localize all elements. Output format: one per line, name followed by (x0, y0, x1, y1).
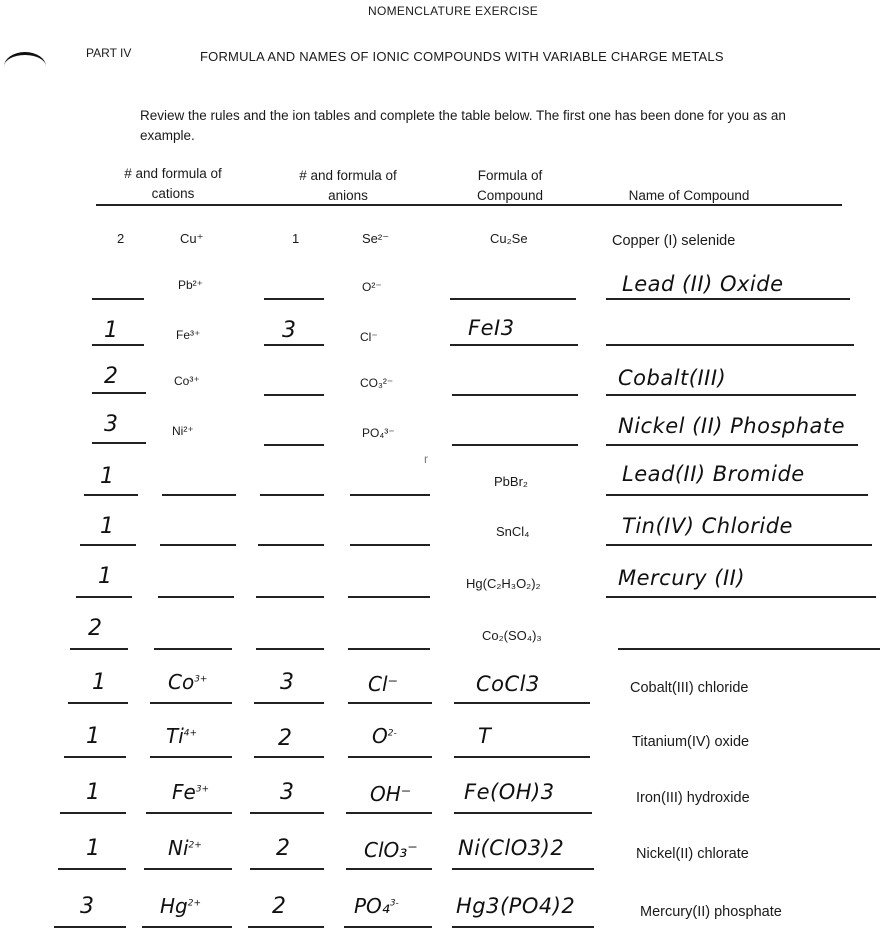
row5-answer-name: Lead(II) Bromide (622, 462, 805, 486)
row2-cation: Fe³⁺ (176, 328, 201, 342)
row9-answer-cation: $Co^{3+}$ (168, 670, 208, 694)
blank-line[interactable] (260, 494, 324, 496)
blank-line[interactable] (606, 494, 868, 496)
blank-line[interactable] (70, 648, 128, 650)
row6-answer-cation-count: 1 (100, 514, 114, 539)
row1-answer-name: Lead (II) Oxide (622, 272, 784, 296)
blank-line[interactable] (250, 812, 324, 814)
blank-line[interactable] (452, 868, 594, 870)
example-formula: Cu₂Se (490, 231, 528, 246)
binder-hole-shadow (4, 52, 46, 81)
blank-line[interactable] (256, 648, 324, 650)
blank-line[interactable] (606, 298, 850, 300)
blank-line[interactable] (92, 392, 146, 394)
row7-answer-name: Mercury (II) (618, 566, 746, 590)
row13-answer-cation-count: 3 (80, 894, 94, 919)
row7-formula: Hg(C₂H₃O₂)₂ (466, 576, 541, 591)
blank-line[interactable] (92, 344, 144, 346)
row9-answer-cation-count: 1 (92, 670, 106, 695)
row10-answer-anion: $O^{2-}$ (372, 724, 397, 748)
example-cation-count: 2 (117, 231, 125, 246)
blank-line[interactable] (144, 868, 232, 870)
row10-answer-anion-count: 2 (278, 726, 292, 751)
blank-line[interactable] (450, 344, 578, 346)
row11-answer-cation: $Fe^{3+}$ (172, 780, 210, 804)
blank-line[interactable] (346, 868, 432, 870)
row5-answer-cation-count: 1 (100, 464, 114, 489)
blank-line[interactable] (454, 702, 590, 704)
example-cation: Cu⁺ (180, 231, 204, 246)
blank-line[interactable] (80, 544, 136, 546)
row9-answer-anion: Cl⁻ (368, 672, 399, 696)
row3-answer-name: Cobalt(III) (618, 366, 727, 390)
row11-answer-anion-count: 3 (280, 780, 294, 805)
row4-cation: Ni²⁺ (172, 424, 194, 438)
row6-formula: SnCl₄ (496, 524, 530, 539)
row7-answer-cation-count: 1 (98, 564, 112, 589)
blank-line[interactable] (146, 812, 232, 814)
example-name: Copper (I) selenide (612, 233, 736, 249)
row10-answer-formula: T (478, 724, 492, 748)
blank-line[interactable] (350, 494, 430, 496)
row5-formula: PbBr₂ (494, 474, 528, 489)
stray-mark: r (424, 452, 428, 466)
blank-line[interactable] (248, 926, 324, 928)
col-header-name: Name of Compound (628, 188, 750, 203)
row12-answer-cation: $Ni^{2+}$ (168, 836, 202, 860)
row12-answer-cation-count: 1 (86, 836, 100, 861)
blank-line[interactable] (150, 702, 232, 704)
section-heading: FORMULA AND NAMES OF IONIC COMPOUNDS WITH VARIABLE CHARGE METALS (200, 49, 724, 64)
row12-answer-formula: Ni(ClO3)2 (458, 836, 565, 860)
row13-answer-anion-count: 2 (272, 894, 286, 919)
blank-line[interactable] (454, 812, 592, 814)
row10-name: Titanium(IV) oxide (632, 734, 750, 750)
blank-line[interactable] (606, 596, 876, 598)
blank-line[interactable] (254, 756, 324, 758)
blank-line[interactable] (264, 344, 324, 346)
row4-anion: PO₄³⁻ (362, 426, 395, 440)
row11-answer-anion: OH⁻ (370, 782, 412, 806)
row9-answer-formula: CoCl3 (476, 672, 540, 696)
blank-line[interactable] (54, 926, 126, 928)
blank-line[interactable] (452, 926, 594, 928)
blank-line[interactable] (606, 344, 854, 346)
blank-line[interactable] (348, 648, 430, 650)
blank-line[interactable] (60, 812, 126, 814)
header-divider (96, 204, 842, 206)
blank-line[interactable] (452, 394, 578, 396)
row4-answer-name: Nickel (II) Phosphate (618, 414, 846, 438)
row8-formula: Co₂(SO₄)₃ (482, 628, 542, 643)
blank-line[interactable] (162, 494, 236, 496)
row1-anion: O²⁻ (362, 280, 382, 294)
row2-anion: Cl⁻ (360, 330, 378, 344)
blank-line[interactable] (84, 494, 138, 496)
row2-answer-anion-count: 3 (282, 318, 296, 343)
row4-answer-cation-count: 3 (104, 412, 118, 437)
blank-line[interactable] (250, 868, 324, 870)
row11-name: Iron(III) hydroxide (636, 790, 750, 806)
blank-line[interactable] (64, 756, 126, 758)
blank-line[interactable] (606, 444, 858, 446)
part-label: PART IV (86, 46, 132, 60)
row9-answer-anion-count: 3 (280, 670, 294, 695)
worksheet-title: NOMENCLATURE EXERCISE (368, 4, 539, 18)
blank-line[interactable] (76, 596, 132, 598)
blank-line[interactable] (350, 544, 430, 546)
row10-answer-cation: $Ti^{4+}$ (166, 724, 198, 748)
row12-name: Nickel(II) chlorate (636, 846, 749, 862)
blank-line[interactable] (348, 756, 432, 758)
row2-answer-cation-count: 1 (104, 318, 118, 343)
blank-line[interactable] (606, 544, 872, 546)
blank-line[interactable] (346, 812, 432, 814)
instructions-text: Review the rules and the ion tables and complete the table below. The first one has been done for you as an example. (140, 108, 786, 143)
blank-line[interactable] (254, 702, 324, 704)
blank-line[interactable] (348, 596, 430, 598)
row11-answer-cation-count: 1 (86, 780, 100, 805)
blank-line[interactable] (92, 298, 144, 300)
row12-answer-anion-count: 2 (276, 836, 290, 861)
row12-answer-anion: ClO₃⁻ (364, 838, 418, 862)
blank-line[interactable] (348, 702, 432, 704)
blank-line[interactable] (158, 596, 234, 598)
example-anion-count: 1 (292, 231, 300, 246)
row3-anion: CO₃²⁻ (360, 376, 394, 390)
blank-line[interactable] (264, 444, 324, 446)
blank-line[interactable] (256, 596, 324, 598)
row1-cation: Pb²⁺ (178, 278, 204, 292)
row13-answer-anion: PO₄$^{3-}$ (354, 894, 399, 918)
row3-answer-cation-count: 2 (104, 364, 118, 389)
row2-answer-formula: FeI3 (468, 316, 515, 340)
row9-name: Cobalt(III) chloride (630, 680, 749, 696)
blank-line[interactable] (150, 756, 232, 758)
blank-line[interactable] (264, 394, 324, 396)
col-header-cations: # and formula of cations (124, 166, 222, 201)
col-header-anions: # and formula of anions (299, 168, 397, 203)
row3-cation: Co³⁺ (174, 374, 200, 388)
row13-answer-formula: Hg3(PO4)2 (456, 894, 576, 918)
row6-answer-name: Tin(IV) Chloride (622, 514, 793, 538)
row11-answer-formula: Fe(OH)3 (464, 780, 555, 804)
blank-line[interactable] (452, 444, 578, 446)
blank-line[interactable] (92, 442, 146, 444)
blank-line[interactable] (618, 648, 880, 650)
row13-name: Mercury(II) phosphate (640, 904, 782, 920)
blank-line[interactable] (450, 298, 576, 300)
blank-line[interactable] (264, 298, 324, 300)
row8-answer-cation-count: 2 (88, 616, 102, 641)
blank-line[interactable] (160, 544, 236, 546)
row13-answer-cation: $Hg^{2+}$ (160, 894, 202, 918)
row10-answer-cation-count: 1 (86, 724, 100, 749)
blank-line[interactable] (142, 926, 232, 928)
col-header-compound: Formula of Compound (476, 168, 544, 203)
blank-line[interactable] (606, 394, 856, 396)
blank-line[interactable] (344, 926, 432, 928)
example-anion: Se²⁻ (362, 231, 390, 246)
blank-line[interactable] (258, 544, 324, 546)
blank-line[interactable] (454, 756, 590, 758)
blank-line[interactable] (68, 702, 128, 704)
blank-line[interactable] (154, 648, 232, 650)
blank-line[interactable] (58, 868, 126, 870)
